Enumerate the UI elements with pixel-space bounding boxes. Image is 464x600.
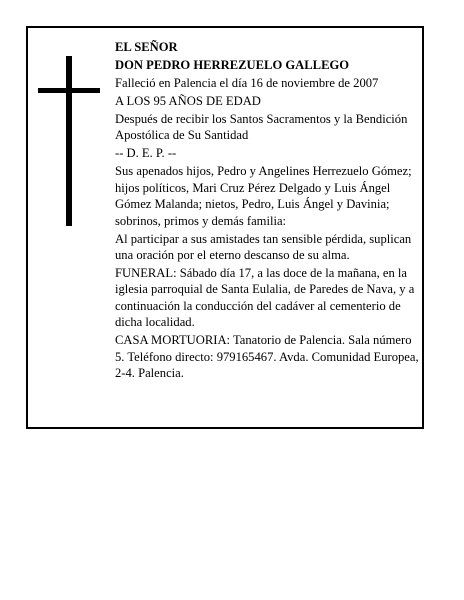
cross-vertical-bar: [66, 56, 72, 226]
request-paragraph: Al participar a sus amistades tan sensible pérdida, suplican una oración por el eterno descanso de su alma.: [115, 231, 412, 263]
funeral-paragraph: FUNERAL: Sábado día 17, a las doce de la mañana, en la iglesia parroquial de Santa Eulalia, de Paredes de Nava, y a continuación la conducción del cadáver al cementerio de dicha localidad.: [115, 266, 415, 330]
cross-horizontal-bar: [38, 88, 100, 93]
obituary-text: [115, 39, 420, 381]
title-line-1: EL SEÑOR: [115, 40, 178, 54]
death-date-line: Falleció en Palencia el día 16 de noviembre de 2007: [115, 76, 379, 90]
cross-icon: [38, 56, 102, 226]
dep-line: -- D. E. P. --: [115, 146, 177, 161]
age-line: A LOS 95 AÑOS DE EDAD: [115, 94, 261, 108]
mortuary-paragraph: CASA MORTUORIA: Tanatorio de Palencia. Sala número 5. Teléfono directo: 979165467. Avda. Comunidad Europea, 2-4. Palencia.: [115, 333, 419, 381]
obituary-frame: [26, 26, 424, 429]
sacraments-paragraph: Después de recibir los Santos Sacramentos y la Bendición Apostólica de Su Santidad: [115, 112, 408, 143]
family-paragraph: Sus apenados hijos, Pedro y Angelines Herrezuelo Gómez; hijos políticos, Mari Cruz Pérez Delgado y Luis Ángel Gómez Malanda; nietos, Pedro, Luis Ángel y Davinia; sobrinos, primos y demás familia:: [115, 164, 412, 228]
deceased-name: DON PEDRO HERREZUELO GALLEGO: [115, 58, 350, 72]
